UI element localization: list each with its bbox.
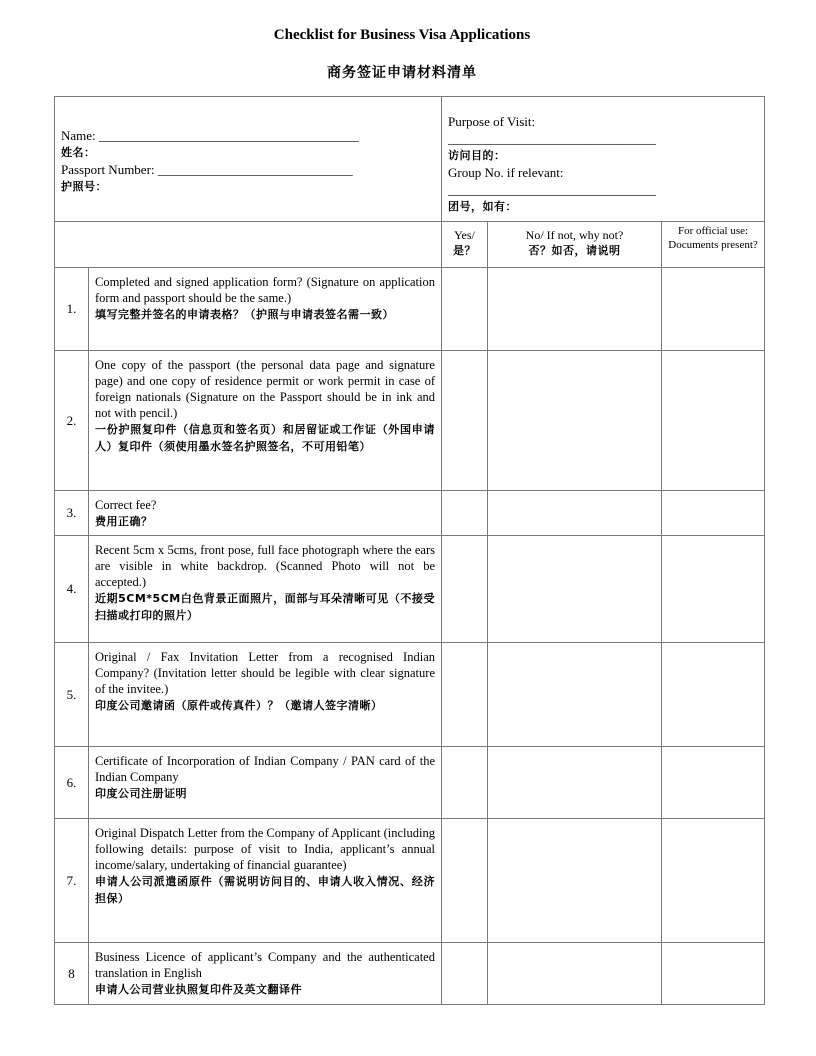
yes-cell[interactable] — [442, 819, 488, 943]
passport-label-cn: 护照号： — [61, 180, 107, 193]
no-cell[interactable] — [488, 536, 662, 643]
row-text-cn: 近期5CM*5CM白色背景正面照片，面部与耳朵清晰可见（不接受扫描或打印的照片） — [95, 592, 435, 622]
yes-cell[interactable] — [442, 536, 488, 643]
official-cell — [662, 268, 765, 351]
row-text-en: Correct fee? — [95, 498, 157, 512]
checklist-row — [55, 536, 765, 643]
checklist-row — [55, 268, 765, 351]
yes-cell[interactable] — [442, 943, 488, 1005]
header-blank-cell — [55, 222, 442, 268]
row-description — [89, 351, 442, 491]
row-text-en: One copy of the passport (the personal data page and signature page) and one copy of residence permit or work permit in case of foreign nationals (Signature on the Passport should be in ink and not with pencil.) — [95, 358, 435, 420]
passport-number-field[interactable]: Passport Number: ______________________________ — [61, 162, 353, 177]
row-description — [89, 536, 442, 643]
row-number: 3. — [55, 491, 89, 536]
row-text-cn: 申请人公司派遣函原件（需说明访问目的、申请人收入情况、经济担保） — [95, 875, 435, 905]
applicant-info-right — [442, 97, 765, 222]
yes-cell[interactable] — [442, 747, 488, 819]
row-text-cn: 印度公司注册证明 — [95, 787, 187, 800]
row-description — [89, 747, 442, 819]
checklist-row — [55, 943, 765, 1005]
yes-cell[interactable] — [442, 491, 488, 536]
row-text-en: Completed and signed application form? (Signature on application form and passport should be the same.) — [95, 275, 435, 305]
row-text-cn: 费用正确？ — [95, 515, 153, 528]
official-cell — [662, 747, 765, 819]
no-cell[interactable] — [488, 643, 662, 747]
checklist-row — [55, 351, 765, 491]
row-text-en: Original / Fax Invitation Letter from a recognised Indian Company? (Invitation letter should be legible with clear signature of the invitee.) — [95, 650, 435, 696]
checklist-row — [55, 491, 765, 536]
row-number: 2. — [55, 351, 89, 491]
row-description — [89, 643, 442, 747]
purpose-field[interactable]: ________________________________ — [448, 131, 656, 146]
no-cell[interactable] — [488, 943, 662, 1005]
row-text-cn: 填写完整并签名的申请表格？（护照与申请表签名需一致） — [95, 308, 394, 321]
no-column-header — [488, 222, 662, 268]
purpose-label: Purpose of Visit: — [448, 114, 536, 129]
yes-cell[interactable] — [442, 268, 488, 351]
row-number: 7. — [55, 819, 89, 943]
row-description — [89, 943, 442, 1005]
name-label-cn: 姓名： — [61, 146, 96, 159]
row-description — [89, 491, 442, 536]
group-field[interactable]: ________________________________ — [448, 182, 656, 197]
yes-header-cn: 是？ — [453, 244, 476, 257]
yes-cell[interactable] — [442, 643, 488, 747]
applicant-info-row — [55, 97, 765, 222]
document-title: Checklist for Business Visa Applications — [273, 27, 531, 43]
official-cell — [662, 351, 765, 491]
purpose-label-cn: 访问目的： — [448, 149, 506, 162]
row-number: 1. — [55, 268, 89, 351]
row-description — [89, 268, 442, 351]
row-text-cn: 一份护照复印件（信息页和签名页）和居留证或工作证（外国申请人）复印件（须使用墨水签名护照签名，不可用铅笔） — [95, 423, 435, 453]
row-text-cn: 申请人公司营业执照复印件及英文翻译件 — [95, 983, 302, 996]
row-number: 8 — [55, 943, 89, 1005]
row-description — [89, 819, 442, 943]
checklist-row — [55, 819, 765, 943]
no-header-label: No/ If not, why not? — [525, 228, 624, 242]
checklist-row — [55, 643, 765, 747]
no-cell[interactable] — [488, 351, 662, 491]
yes-column-header — [442, 222, 488, 268]
no-cell[interactable] — [488, 819, 662, 943]
row-text-en: Original Dispatch Letter from the Company of Applicant (including following details: purpose of visit to India, applicant’s annual income/salary, undertaking of financial guarantee) — [95, 826, 435, 872]
checklist-row — [55, 747, 765, 819]
checklist-table — [54, 96, 765, 1005]
row-text-cn: 印度公司邀请函（原件或传真件）？（邀请人签字清晰） — [95, 699, 383, 712]
yes-header-label: Yes/ — [454, 228, 475, 242]
yes-cell[interactable] — [442, 351, 488, 491]
row-number: 6. — [55, 747, 89, 819]
row-text-en: Business Licence of applicant’s Company and the authenticated translation in English — [95, 950, 435, 980]
official-use-column-header — [662, 222, 765, 268]
official-cell — [662, 536, 765, 643]
no-header-cn: 否？如否，请说明 — [528, 244, 621, 257]
no-cell[interactable] — [488, 491, 662, 536]
document-subtitle-cn: 商务签证申请材料清单 — [327, 66, 477, 81]
column-header-row — [55, 222, 765, 268]
row-text-en: Recent 5cm x 5cms, front pose, full face photograph where the ears are visible in white backdrop. (Scanned Photo will not be accepted.) — [95, 543, 435, 589]
official-cell — [662, 491, 765, 536]
group-label-cn: 团号，如有： — [448, 200, 517, 213]
row-text-en: Certificate of Incorporation of Indian Company / PAN card of the Indian Company — [95, 754, 435, 784]
group-label: Group No. if relevant: — [448, 165, 564, 180]
no-cell[interactable] — [488, 268, 662, 351]
name-field[interactable]: Name: ________________________________________ — [61, 128, 359, 143]
no-cell[interactable] — [488, 747, 662, 819]
applicant-info-left — [55, 97, 442, 222]
row-number: 5. — [55, 643, 89, 747]
official-header-label: For official use: Documents present? — [668, 225, 758, 251]
official-cell — [662, 819, 765, 943]
official-cell — [662, 643, 765, 747]
row-number: 4. — [55, 536, 89, 643]
official-cell — [662, 943, 765, 1005]
